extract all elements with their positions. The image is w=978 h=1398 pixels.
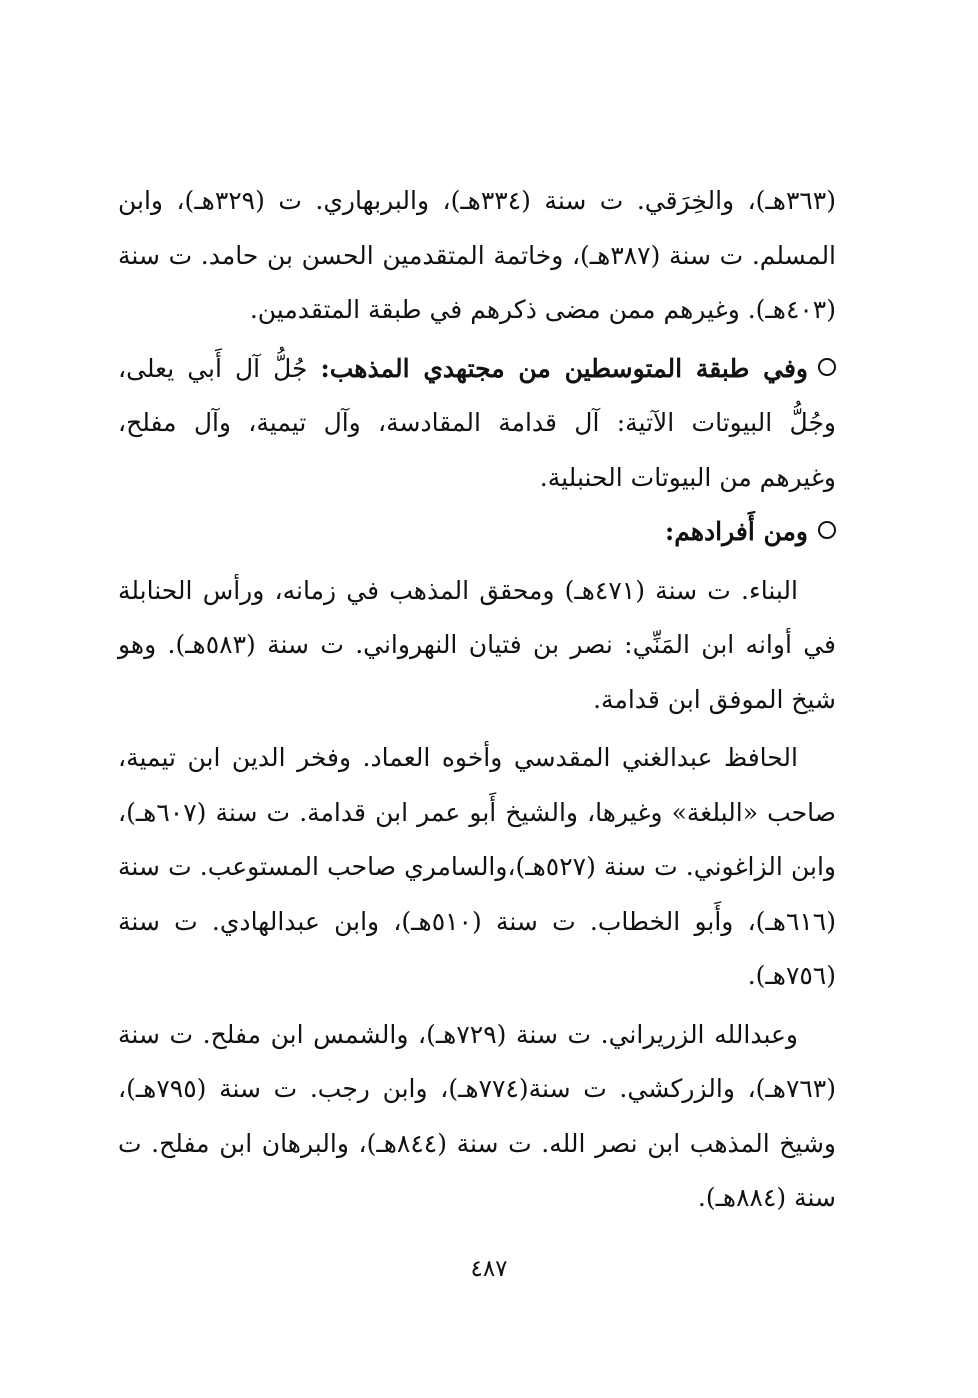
paragraph-middle-tier bbox=[118, 342, 836, 506]
page-number: ٤٨٧ bbox=[470, 1256, 508, 1282]
paragraph-individuals-heading bbox=[118, 505, 836, 560]
paragraph-hafiz: الحافظ عبدالغني المقدسي وأخوه العماد. وفخر الدين ابن تيمية، صاحب «البلغة» وغيرها، والشيخ أَبو عمر ابن قدامة. ت سنة (٦٠٧هـ)، وابن الزاغوني. ت سنة (٥٢٧هـ)،والسامري صاحب المستوعب. ت سنة (٦١٦هـ)، وأَبو الخطاب. ت سنة (٥١٠هـ)، وابن عبدالهادي. ت سنة (٧٥٦هـ). bbox=[118, 743, 836, 990]
paragraph-early-scholars: (٣٦٣هـ)، والخِرَقي. ت سنة (٣٣٤هـ)، والبربهاري. ت (٣٢٩هـ)، وابن المسلم. ت سنة (٣٨٧هـ)، وخاتمة المتقدمين الحسن بن حامد. ت سنة (٤٠٣هـ). وغيرهم ممن مضى ذكرهم في طبقة المتقدمين. bbox=[118, 186, 837, 324]
circle-bullet-icon bbox=[818, 358, 836, 376]
section-lead: وفي طبقة المتوسطين من مجتهدي المذهب: bbox=[320, 353, 808, 383]
paragraph-zurayrani: وعبدالله الزريراني. ت سنة (٧٢٩هـ)، والشمس ابن مفلح. ت سنة (٧٦٣هـ)، والزركشي. ت سنة(٧٧٤هـ)، وابن رجب. ت سنة (٧٩٥هـ)، وشيخ المذهب ابن نصر الله. ت سنة (٨٤٤هـ)، والبرهان ابن مفلح. ت سنة (٨٨٤هـ). bbox=[118, 1019, 836, 1212]
body-text bbox=[118, 174, 836, 1226]
paragraph-albanna: البناء. ت سنة (٤٧١هـ) ومحقق المذهب في زمانه، ورأس الحنابلة في أوانه ابن المَنِّي: نصر بن فتيان النهرواني. ت سنة (٥٨٣هـ). وهو شيخ الموفق ابن قدامة. bbox=[118, 575, 837, 714]
section-text: جُلُّ آل أَبي يعلى، وجُلُّ البيوتات الآتية: آل قدامة المقادسة، وآل تيمية، وآل مفلح، وغيرهم من البيوتات الحنبلية. bbox=[118, 353, 836, 492]
circle-bullet-icon bbox=[818, 521, 836, 539]
section-lead: ومن أَفرادهم: bbox=[664, 517, 808, 546]
